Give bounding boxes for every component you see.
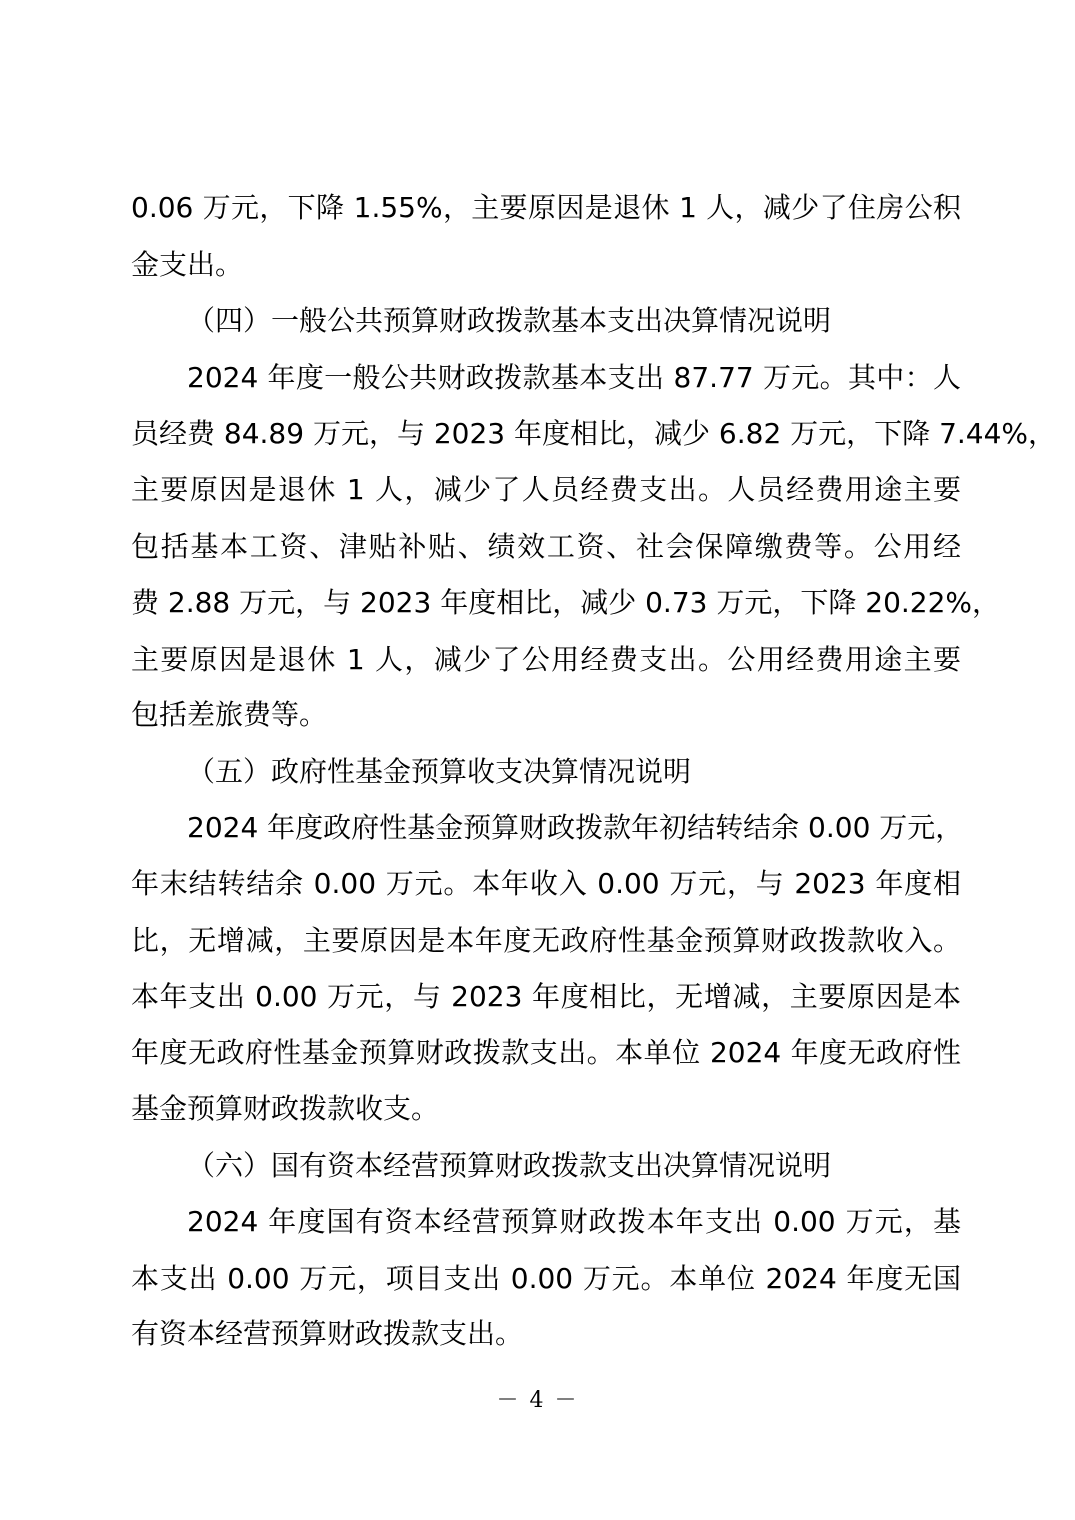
paragraph-line: 本年支出 0.00 万元，与 2023 年度相比，无增减，主要原因是本 bbox=[131, 980, 961, 1013]
paragraph-line: 有资本经营预算财政拨款支出。 bbox=[131, 1317, 524, 1350]
paragraph-line: 2024 年度政府性基金预算财政拨款年初结转结余 0.00 万元， bbox=[187, 811, 964, 844]
paragraph-line: 比，无增减，主要原因是本年度无政府性基金预算财政拨款收入。 bbox=[131, 924, 961, 957]
section-heading: （四）一般公共预算财政拨款基本支出决算情况说明 bbox=[187, 304, 832, 337]
paragraph-line: 主要原因是退休 1 人，减少了公用经费支出。公用经费用途主要 bbox=[131, 643, 961, 676]
paragraph-line: 金支出。 bbox=[131, 248, 244, 281]
section-heading: （五）政府性基金预算收支决算情况说明 bbox=[187, 755, 692, 788]
paragraph-line: 费 2.88 万元，与 2023 年度相比，减少 0.73 万元，下降 20.22%， bbox=[131, 586, 1001, 619]
paragraph-line: 2024 年度国有资本经营预算财政拨本年支出 0.00 万元，基 bbox=[187, 1205, 961, 1238]
paragraph-line: 包括差旅费等。 bbox=[131, 698, 328, 731]
paragraph-line: 年末结转结余 0.00 万元。本年收入 0.00 万元，与 2023 年度相 bbox=[131, 867, 961, 900]
paragraph-line: 员经费 84.89 万元，与 2023 年度相比，减少 6.82 万元，下降 7.44%， bbox=[131, 417, 1057, 450]
page-number: － 4 － bbox=[496, 1388, 579, 1413]
paragraph-line: 包括基本工资、津贴补贴、绩效工资、社会保障缴费等。公用经 bbox=[131, 530, 961, 563]
paragraph-line: 0.06 万元，下降 1.55%，主要原因是退休 1 人，减少了住房公积 bbox=[131, 191, 961, 224]
paragraph-line: 基金预算财政拨款收支。 bbox=[131, 1092, 440, 1125]
section-heading: （六）国有资本经营预算财政拨款支出决算情况说明 bbox=[187, 1149, 832, 1182]
paragraph-line: 年度无政府性基金预算财政拨款支出。本单位 2024 年度无政府性 bbox=[131, 1036, 961, 1069]
paragraph-line: 本支出 0.00 万元，项目支出 0.00 万元。本单位 2024 年度无国 bbox=[131, 1262, 961, 1295]
paragraph-line: 主要原因是退休 1 人，减少了人员经费支出。人员经费用途主要 bbox=[131, 473, 961, 506]
paragraph-line: 2024 年度一般公共财政拨款基本支出 87.77 万元。其中：人 bbox=[187, 361, 961, 394]
